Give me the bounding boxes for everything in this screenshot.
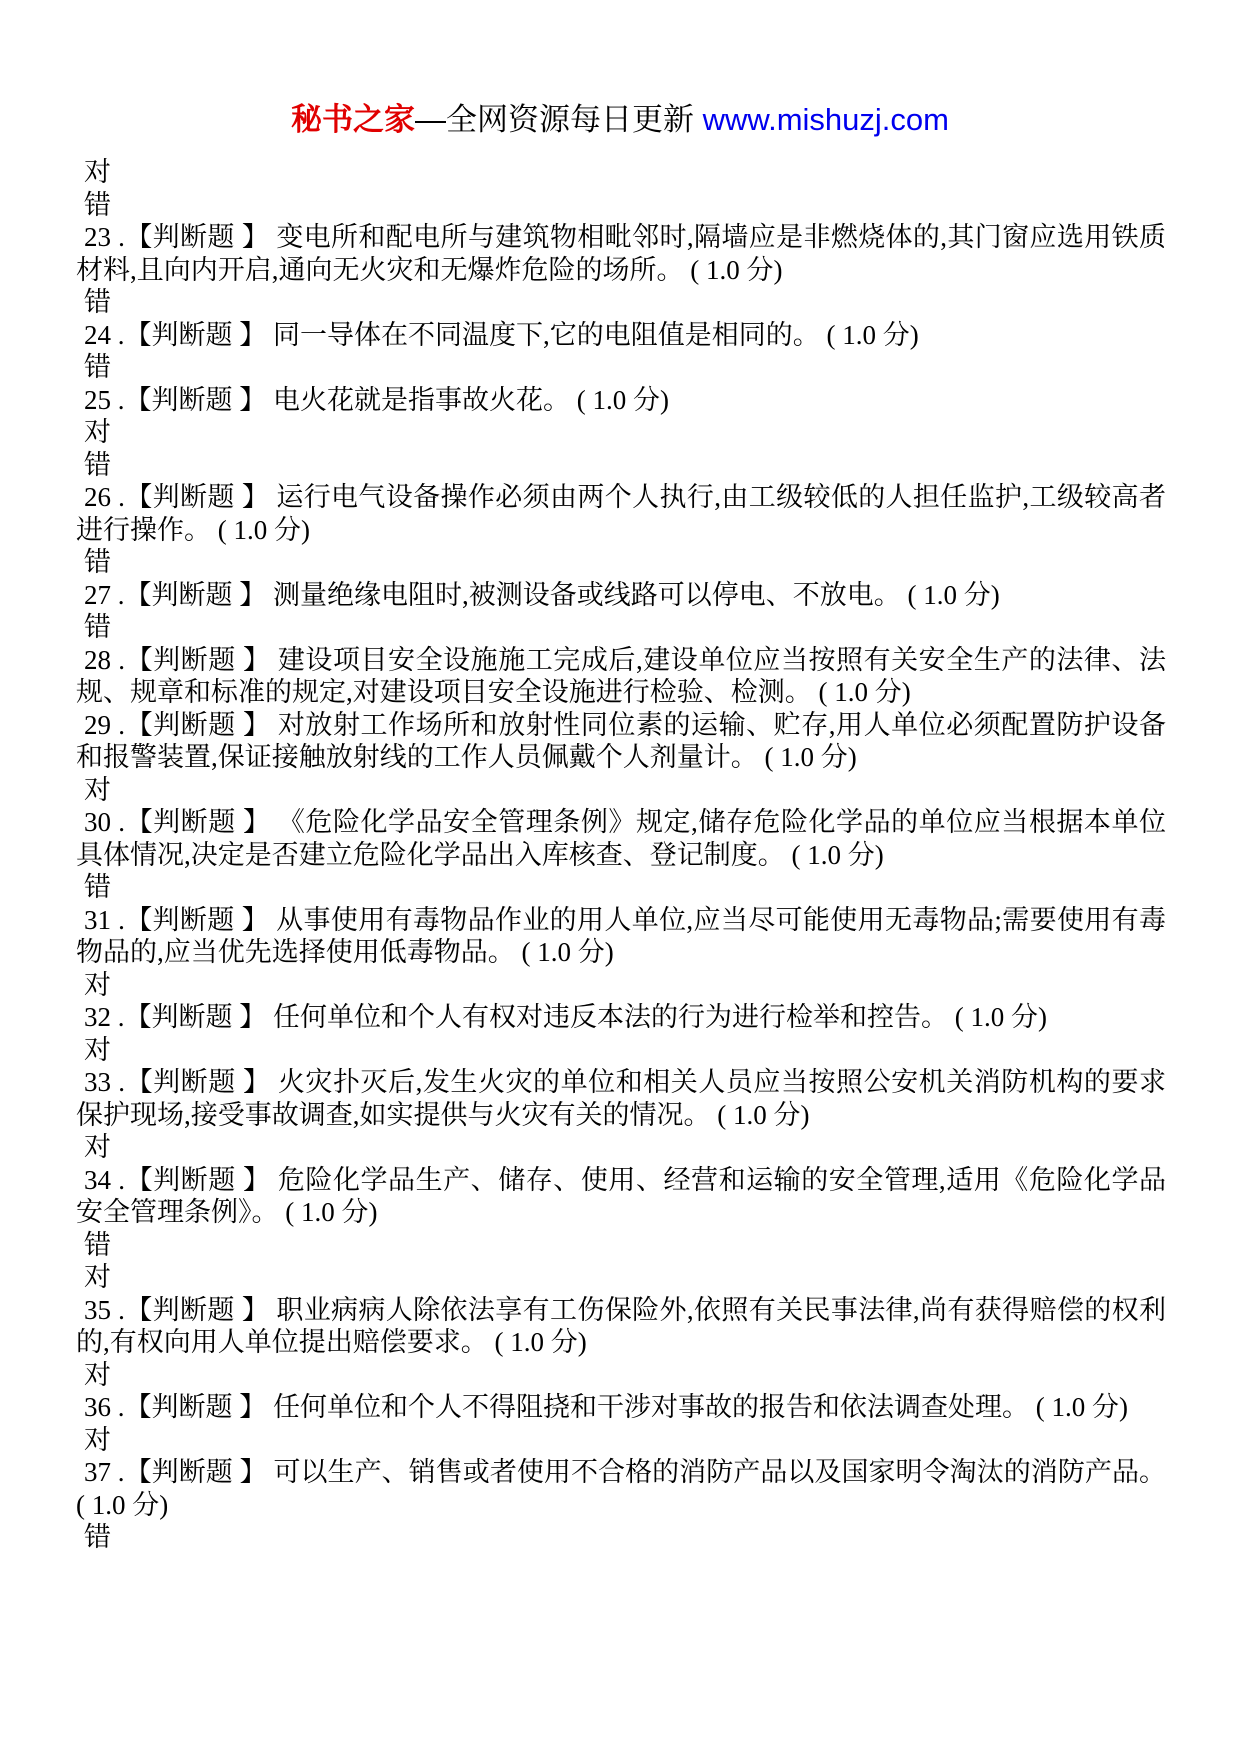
question-33: 33 .【判断题 】 火灾扑灭后,发生火灾的单位和相关人员应当按照公安机关消防机构的要求保护现场,接受事故调查,如实提供与火灾有关的情况。 ( 1.0 分) <box>76 1067 1166 1130</box>
answer-line: 错 <box>84 1229 111 1260</box>
brand-name: 秘书之家 <box>291 102 416 137</box>
question-25: 25 .【判断题 】 电火花就是指事故火花。 ( 1.0 分) <box>84 384 669 415</box>
question-31: 31 .【判断题 】 从事使用有毒物品作业的用人单位,应当尽可能使用无毒物品;需要使用有毒物品的,应当优先选择使用低毒物品。 ( 1.0 分) <box>76 904 1166 967</box>
answer-line: 错 <box>84 449 111 480</box>
answer-line: 对 <box>84 774 111 805</box>
question-30: 30 .【判断题 】 《危险化学品安全管理条例》规定,储存危险化学品的单位应当根据本单位具体情况,决定是否建立危险化学品出入库核查、登记制度。 ( 1.0 分) <box>76 807 1166 870</box>
question-27: 27 .【判断题 】 测量绝缘电阻时,被测设备或线路可以停电、不放电。 ( 1.0 分) <box>84 579 1000 610</box>
page-header <box>0 100 1240 140</box>
answer-line: 对 <box>84 157 111 187</box>
header-tagline: —全网资源每日更新 <box>415 102 695 137</box>
question-37: 37 .【判断题 】 可以生产、销售或者使用不合格的消防产品以及国家明令淘汰的消防产品。 ( 1.0 分) <box>76 1457 1166 1520</box>
answer-line: 错 <box>84 189 111 220</box>
question-36: 36 .【判断题 】 任何单位和个人不得阻挠和干涉对事故的报告和依法调查处理。 ( 1.0 分) <box>84 1392 1128 1422</box>
answer-line: 对 <box>84 1359 111 1390</box>
question-23: 23 .【判断题 】 变电所和配电所与建筑物相毗邻时,隔墙应是非燃烧体的,其门窗应选用铁质材料,且向内开启,通向无火灾和无爆炸危险的场所。 ( 1.0 分) <box>76 222 1166 285</box>
answer-line: 错 <box>84 612 111 642</box>
answer-line: 错 <box>84 1522 111 1552</box>
answer-line: 对 <box>84 1132 111 1162</box>
answer-line: 对 <box>84 1424 111 1455</box>
answer-line: 对 <box>84 1262 111 1292</box>
question-35: 35 .【判断题 】 职业病病人除依法享有工伤保险外,依照有关民事法律,尚有获得赔偿的权利的,有权向用人单位提出赔偿要求。 ( 1.0 分) <box>76 1294 1166 1357</box>
question-29: 29 .【判断题 】 对放射工作场所和放射性同位素的运输、贮存,用人单位必须配置防护设备和报警装置,保证接触放射线的工作人员佩戴个人剂量计。 ( 1.0 分) <box>76 709 1166 772</box>
question-26: 26 .【判断题 】 运行电气设备操作必须由两个人执行,由工级较低的人担任监护,工级较高者进行操作。 ( 1.0 分) <box>76 482 1166 545</box>
question-32: 32 .【判断题 】 任何单位和个人有权对违反本法的行为进行检举和控告。 ( 1.0 分) <box>84 1002 1047 1032</box>
answer-line: 错 <box>84 547 111 577</box>
question-list <box>76 156 1166 1554</box>
answer-line: 错 <box>84 352 111 382</box>
answer-line: 对 <box>84 969 111 1000</box>
answer-line: 错 <box>84 872 111 902</box>
answer-line: 对 <box>84 1034 111 1065</box>
question-34: 34 .【判断题 】 危险化学品生产、储存、使用、经营和运输的安全管理,适用《危险化学品安全管理条例》。 ( 1.0 分) <box>76 1164 1166 1227</box>
question-28: 28 .【判断题 】 建设项目安全设施施工完成后,建设单位应当按照有关安全生产的法律、法规、规章和标准的规定,对建设项目安全设施进行检验、检测。 ( 1.0 分) <box>76 644 1166 707</box>
website-link[interactable]: www.mishuzj.com <box>702 102 949 137</box>
question-24: 24 .【判断题 】 同一导体在不同温度下,它的电阻值是相同的。 ( 1.0 分) <box>84 319 919 350</box>
answer-line: 对 <box>84 417 111 447</box>
answer-line: 错 <box>84 287 111 317</box>
